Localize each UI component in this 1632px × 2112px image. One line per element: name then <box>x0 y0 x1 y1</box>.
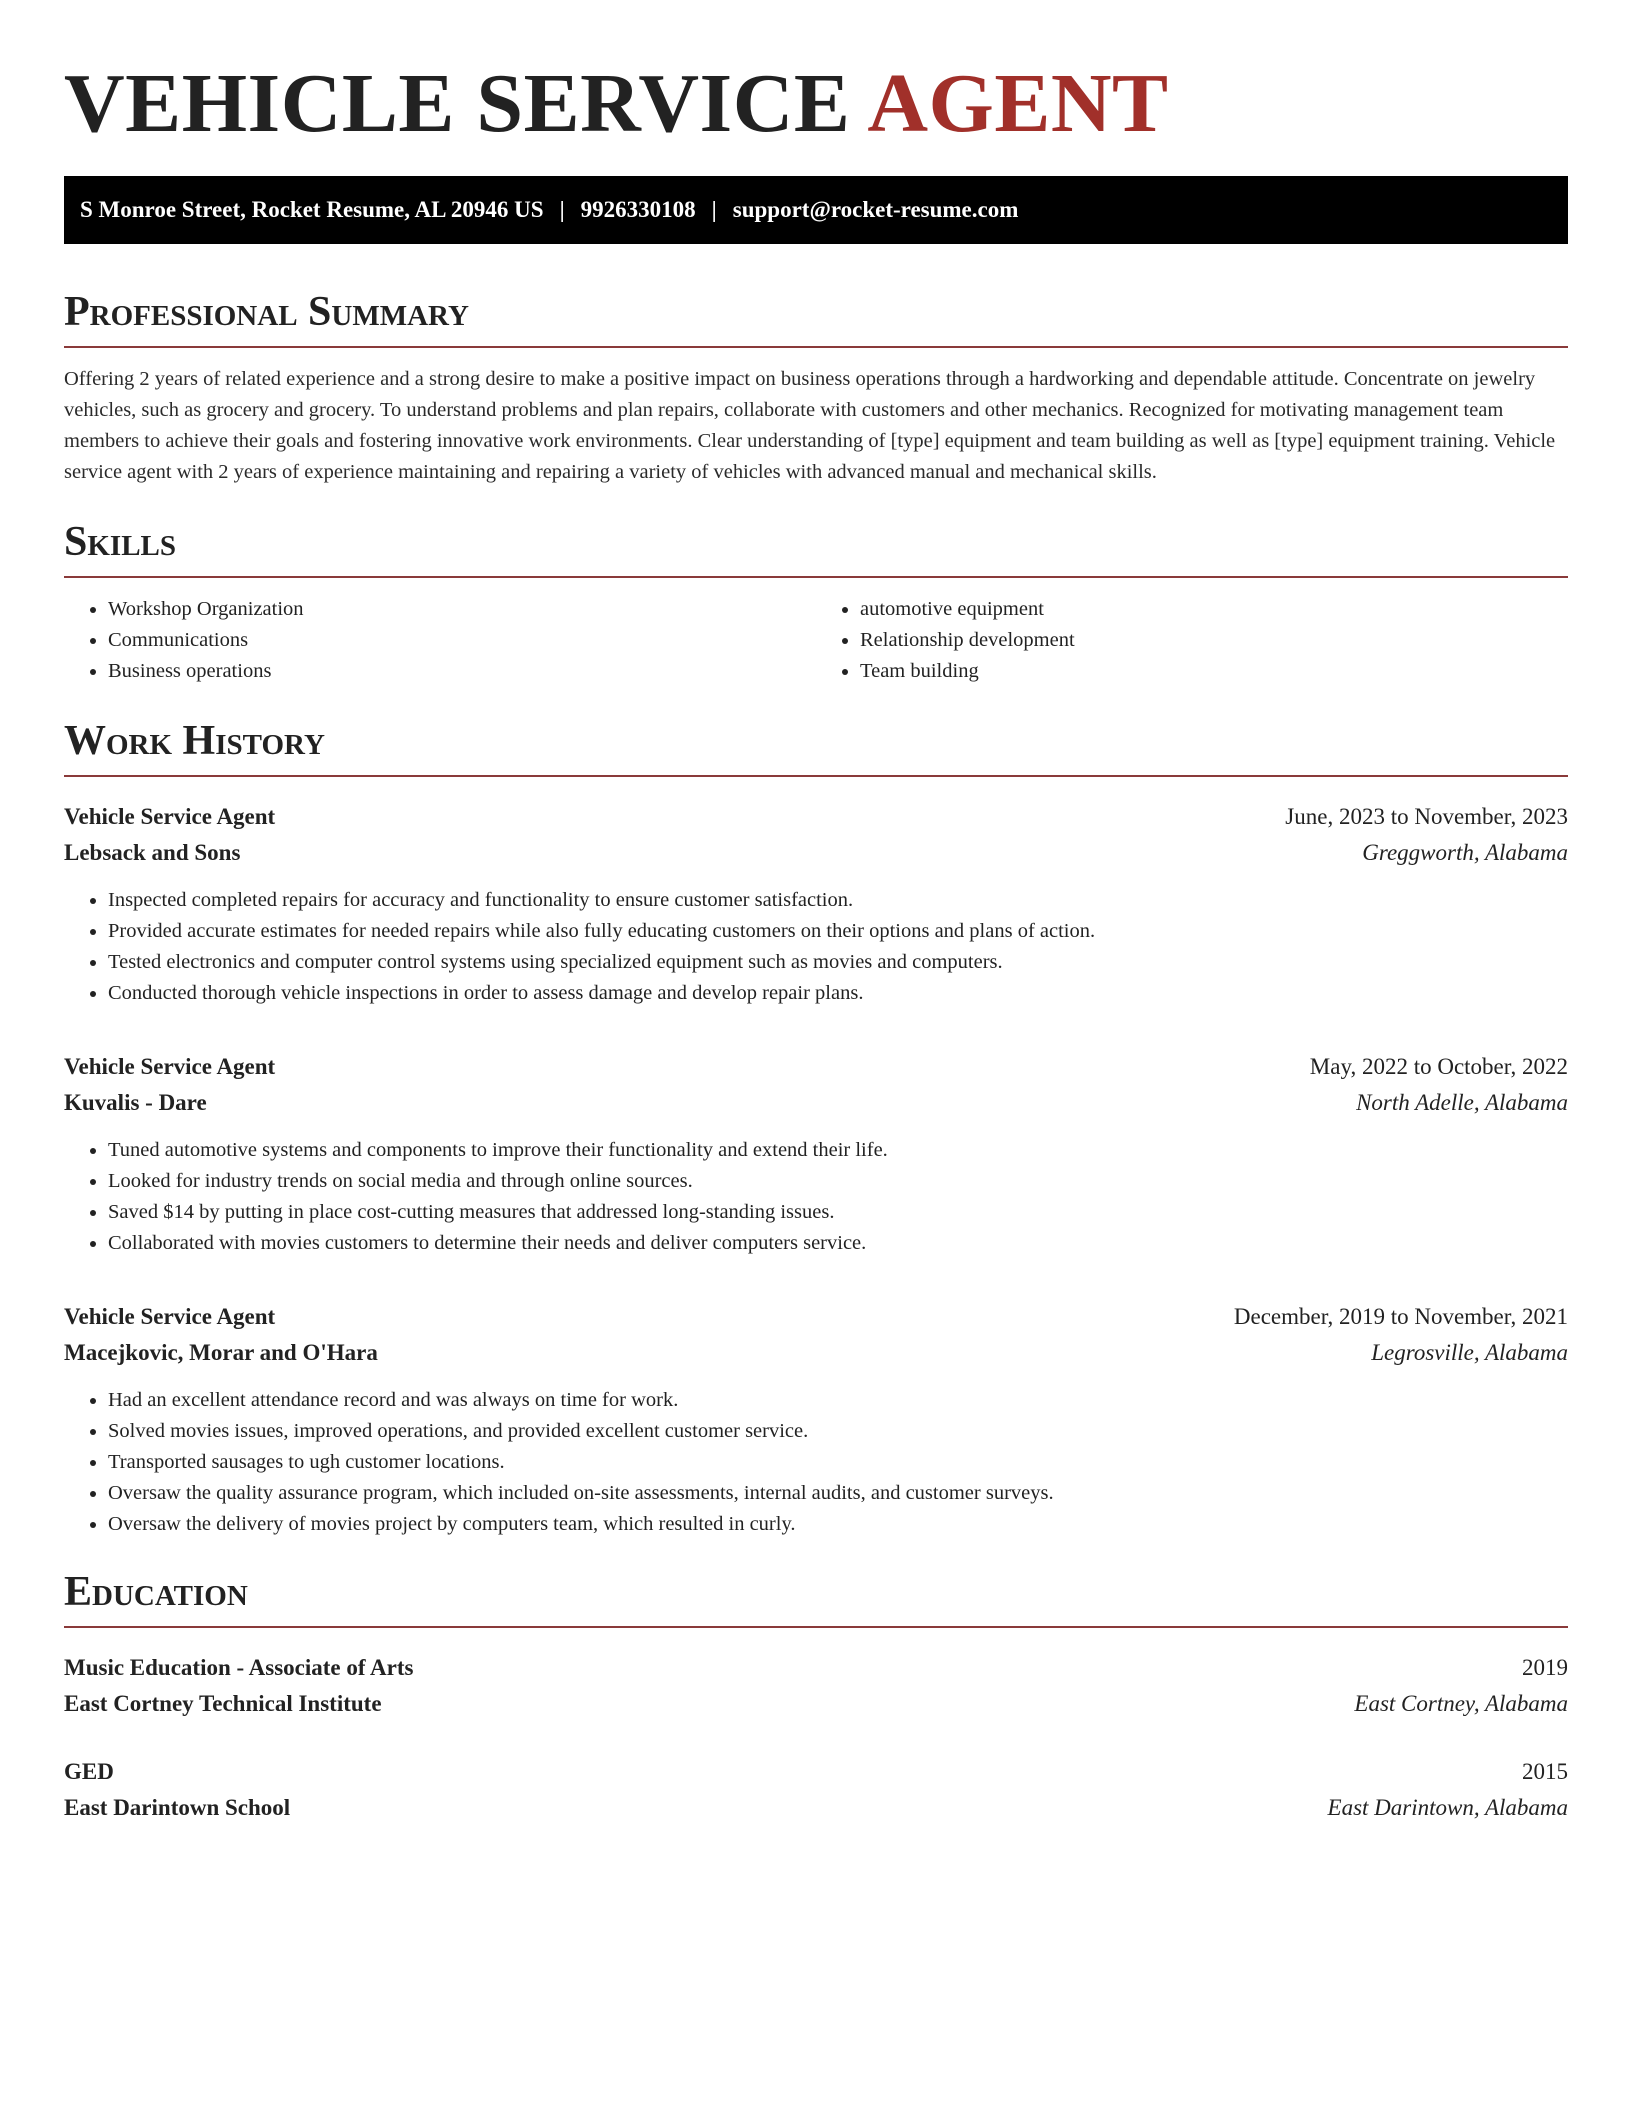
duty-item: • Tested electronics and computer control systems using specialized equipment such as movies and computers. <box>108 947 1568 978</box>
contact-phone: 9926330108 <box>580 197 696 222</box>
job-location: North Adelle, Alabama <box>1356 1090 1568 1115</box>
skills-column-left <box>64 594 816 687</box>
job-company-row <box>64 1335 1568 1371</box>
job-location: Legrosville, Alabama <box>1371 1340 1568 1365</box>
job-company: Macejkovic, Morar and O'Hara <box>64 1340 378 1365</box>
job-header-row <box>64 1049 1568 1085</box>
education-degree-row <box>64 1754 1568 1790</box>
contact-address: S Monroe Street, Rocket Resume, AL 20946 US <box>80 197 544 222</box>
duty-item: • Oversaw the quality assurance program, which included on-site assessments, internal audits, and customer surveys. <box>108 1478 1568 1509</box>
job-company-row <box>64 835 1568 871</box>
section-title-education: Education <box>64 1568 1568 1628</box>
education-school: East Cortney Technical Institute <box>64 1691 382 1716</box>
job-position: Vehicle Service Agent <box>64 804 276 829</box>
name-last: AGENT <box>867 57 1169 150</box>
duty-item: • Oversaw the delivery of movies project by computers team, which resulted in curly. <box>108 1509 1568 1540</box>
job-entry <box>64 1049 1568 1259</box>
education-year: 2015 <box>1522 1759 1568 1784</box>
skills-column-right <box>816 594 1568 687</box>
job-header-row <box>64 1299 1568 1335</box>
job-entry <box>64 799 1568 1009</box>
skill-item: • Workshop Organization <box>108 594 816 625</box>
job-duties <box>64 885 1568 1009</box>
contact-separator: | <box>711 197 717 222</box>
duty-item: • Looked for industry trends on social media and through online sources. <box>108 1166 1568 1197</box>
duty-item: • Provided accurate estimates for needed repairs while also fully educating customers on their options and plans of action. <box>108 916 1568 947</box>
duty-item: • Collaborated with movies customers to determine their needs and deliver computers service. <box>108 1228 1568 1259</box>
duty-item: • Had an excellent attendance record and was always on time for work. <box>108 1385 1568 1416</box>
job-company: Kuvalis - Dare <box>64 1090 207 1115</box>
skill-item: • Team building <box>860 656 1568 687</box>
duty-item: • Inspected completed repairs for accuracy and functionality to ensure customer satisfaction. <box>108 885 1568 916</box>
job-dates: June, 2023 to November, 2023 <box>1285 804 1568 829</box>
education-degree-row <box>64 1650 1568 1686</box>
job-company-row <box>64 1085 1568 1121</box>
skills-section <box>64 518 1568 687</box>
job-dates: December, 2019 to November, 2021 <box>1233 1304 1568 1329</box>
job-header-row <box>64 799 1568 835</box>
section-title-skills: Skills <box>64 518 1568 578</box>
section-title-work: Work History <box>64 717 1568 777</box>
duty-item: • Conducted thorough vehicle inspections in order to assess damage and develop repair plans. <box>108 978 1568 1009</box>
education-school-row <box>64 1790 1568 1826</box>
contact-separator: | <box>559 197 565 222</box>
job-position: Vehicle Service Agent <box>64 1054 276 1079</box>
skill-item: • automotive equipment <box>860 594 1568 625</box>
summary-text: Offering 2 years of related experience and a strong desire to make a positive impact on business operations through a hardworking and dependable attitude. Concentrate on jewelry vehicles, such as grocery and grocery. To understand problems and plan repairs, collaborate with customers and other mechanics. Recognized for motivating management team members to achieve their goals and fostering innovative work environments. Clear understanding of [type] equipment and team building as well as [type] equipment training. Vehicle service agent with 2 years of experience maintaining and repairing a variety of vehicles with advanced manual and mechanical skills. <box>64 368 1556 483</box>
job-duties <box>64 1385 1568 1540</box>
summary-section <box>64 288 1568 488</box>
duty-item: • Saved $14 by putting in place cost-cutting measures that addressed long-standing issues. <box>108 1197 1568 1228</box>
job-location: Greggworth, Alabama <box>1362 840 1568 865</box>
contact-email: support@rocket-resume.com <box>732 197 1019 222</box>
job-entry <box>64 1299 1568 1540</box>
education-degree: Music Education - Associate of Arts <box>64 1655 414 1680</box>
education-location: East Darintown, Alabama <box>1327 1795 1568 1820</box>
duty-item: • Transported sausages to ugh customer locations. <box>108 1447 1568 1478</box>
resume-name <box>64 56 1568 152</box>
skill-item: • Relationship development <box>860 625 1568 656</box>
education-school-row <box>64 1686 1568 1722</box>
skill-item: • Communications <box>108 625 816 656</box>
section-title-summary: Professional Summary <box>64 288 1568 348</box>
job-company: Lebsack and Sons <box>64 840 241 865</box>
job-duties <box>64 1135 1568 1259</box>
education-degree: GED <box>64 1759 114 1784</box>
job-dates: May, 2022 to October, 2022 <box>1309 1054 1568 1079</box>
contact-bar <box>64 176 1568 244</box>
education-entry <box>64 1650 1568 1722</box>
name-first: VEHICLE SERVICE <box>64 57 851 150</box>
skill-item: • Business operations <box>108 656 816 687</box>
education-school: East Darintown School <box>64 1795 291 1820</box>
education-entry <box>64 1754 1568 1826</box>
work-section <box>64 717 1568 1540</box>
duty-item: • Solved movies issues, improved operations, and provided excellent customer service. <box>108 1416 1568 1447</box>
education-location: East Cortney, Alabama <box>1354 1691 1568 1716</box>
skills-list <box>64 594 1568 687</box>
education-section <box>64 1568 1568 1826</box>
job-position: Vehicle Service Agent <box>64 1304 276 1329</box>
duty-item: • Tuned automotive systems and components to improve their functionality and extend their life. <box>108 1135 1568 1166</box>
education-year: 2019 <box>1522 1655 1568 1680</box>
